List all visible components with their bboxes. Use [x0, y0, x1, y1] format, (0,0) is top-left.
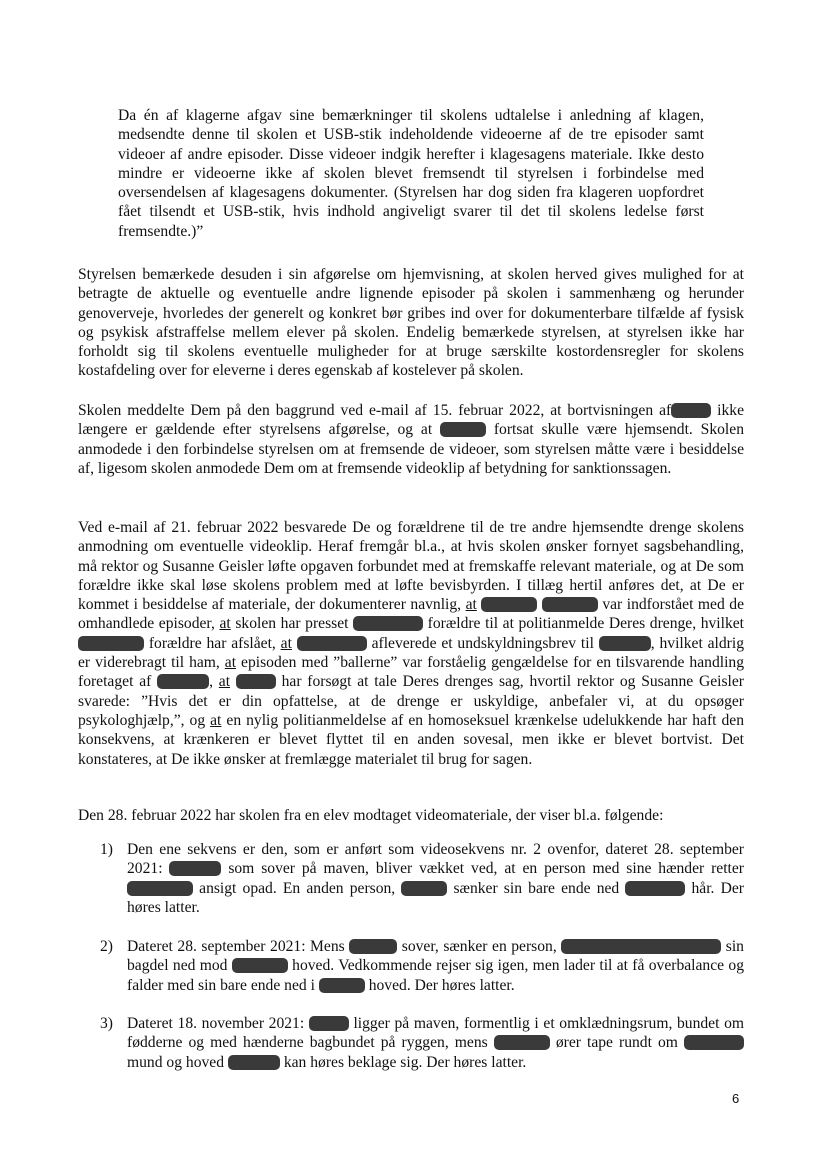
redaction-block — [494, 1035, 550, 1050]
redaction-block — [625, 881, 685, 896]
list-item — [100, 1014, 744, 1072]
page-number: 6 — [732, 1091, 740, 1106]
text-span: afleverede et undskyldningsbrev til — [366, 634, 599, 652]
text-span: , hvilket aldrig er viderebragt til ham, — [78, 634, 745, 672]
text-span: hoved. Der høres latter. — [364, 976, 515, 994]
text-span: Skolen meddelte Dem på den baggrund ved e-mail af 15. februar 2022, at bortvisningen af — [78, 402, 672, 419]
redaction-block — [169, 861, 221, 876]
text-span: kan høres beklage sig. Der høres latter. — [279, 1053, 527, 1071]
list-item — [100, 937, 744, 995]
redaction-block — [542, 597, 598, 612]
text-span: hår. Der høres latter. — [127, 879, 744, 916]
redaction-block — [127, 881, 193, 896]
underlined-at: at — [280, 634, 292, 652]
text-span: forældre har afslået, — [144, 634, 281, 652]
paragraph-text: Den 28. februar 2022 har skolen fra en elev modtaget videomateriale, der viser bl.a. følgende: — [78, 807, 664, 824]
text-span: sin bagdel ned mod — [127, 938, 744, 975]
paragraph-text — [78, 518, 744, 769]
text-span: har forsøgt at tale Deres drenges sag, hvortil rektor og Susanne Geisler svarede: ”Hvis det er din opfattelse, at de drenge er uskyldige, anbefaler vi, at du opsøger psykologhjælp,”, og — [78, 673, 744, 729]
text-span: , — [209, 673, 219, 691]
text-span: Dateret 18. november 2021: — [127, 1015, 309, 1032]
redaction-block — [671, 403, 711, 418]
text-span: ansigt opad. En anden person, — [193, 879, 402, 897]
text-span: sover, sænker en person, — [397, 938, 562, 955]
text-span: mund og hoved — [127, 1053, 228, 1071]
list-item-number: 2) — [100, 938, 113, 955]
redaction-block — [319, 978, 365, 993]
redaction-block — [684, 1035, 744, 1050]
paragraph-email-15-february — [78, 401, 744, 478]
redaction-block — [232, 958, 288, 973]
list-item-number: 1) — [100, 841, 113, 858]
paragraph-text — [78, 401, 744, 478]
text-span: Ved e-mail af 21. februar 2022 besvarede De og forældrene til de tre andre hjemsendte drenge skolens anmodning om eventuelle videoklip. Heraf fremgår bl.a., at hvis skolen ønsker fornyet sagsbehandling, må rektor og Susanne Geisler løfte opgaven forbundet med at fremskaffe relevant materiale, og at De som forældre ikke skal løse skolens problem med at løfte bevisbyrden. I tillæg hertil anføres det, at De er kommet i besiddelse af materiale, der dokumenterer navnlig, — [78, 519, 744, 614]
underlined-at: at — [224, 654, 237, 672]
redaction-block — [401, 881, 447, 896]
paragraph-text: Styrelsen bemærkede desuden i sin afgørelse om hjemvisning, at skolen herved gives mulighed for at betragte de aktuelle og eventuelle andre lignende episoder på skolen i sammenhæng og herunder genoverveje, hvorledes der generelt og konkret bør gribes ind over for dokumenterbare tilfælde af fysisk og psykisk afstraffelse mellem elever på skolen. Endelig bemærkede styrelsen, at styrelsen ikke har forholdt sig til skolens eventuelle muligheder for at bruge særskilte kostordensregler for skolens kostafdeling over for eleverne i deres egenskab af kostelever på skolen. — [78, 266, 744, 380]
paragraph-email-21-february — [78, 518, 744, 769]
redaction-block — [349, 939, 397, 954]
text-span: ører tape rundt om — [549, 1034, 684, 1052]
redaction-block — [481, 597, 537, 612]
underlined-at: at — [218, 673, 231, 691]
underlined-at: at — [210, 711, 222, 729]
text-span: en nylig politianmeldelse af en homoseksuel krænkelse udelukkende har haft den konsekvens, at krænkeren er blevet flyttet til en anden sovesal, men ikke er blevet bortvist. Det konstateres, at De ikke ønsker at fremlægge materialet til brug for sagen. — [78, 711, 744, 768]
redaction-block — [236, 674, 276, 689]
paragraph-hjemvisning — [78, 265, 744, 381]
text-span: Den ene sekvens er den, som er anført som videosekvens nr. 2 ovenfor, dateret 28. september 2021: — [127, 841, 744, 878]
list-item-number: 3) — [100, 1015, 113, 1032]
text-span: forældre til at politianmelde Deres drenge, hvilket — [423, 615, 745, 633]
text-span: skolen har presset — [230, 615, 354, 633]
redaction-block — [157, 674, 209, 689]
text-span: hoved. Vedkommende rejser sig igen, men lader til at få overbalance og falder med sin bare ende ned i — [127, 957, 744, 994]
redaction-block — [353, 616, 423, 631]
redaction-block — [78, 636, 144, 651]
underlined-at: at — [465, 596, 477, 614]
redaction-block — [309, 1016, 349, 1031]
text-span: episoden med ”ballerne” var forståelig gengældelse for en tilsvarende handling foretaget af — [78, 654, 744, 691]
paragraph-videomateriale — [78, 806, 744, 825]
list-item-text — [127, 840, 744, 917]
quoted-excerpt — [118, 106, 704, 241]
text-span: var indforstået med de omhandlede episoder, — [78, 596, 744, 633]
text-span: som sover på maven, bliver vækket ved, at en person med sine hænder retter — [221, 860, 744, 878]
redaction-block — [228, 1055, 280, 1070]
redaction-block — [599, 636, 651, 651]
redaction-block — [440, 422, 486, 437]
underlined-at: at — [219, 615, 231, 633]
redaction-block — [297, 636, 367, 651]
text-span: sænker sin bare ende ned — [447, 879, 626, 897]
text-span: Dateret 28. september 2021: Mens — [127, 938, 350, 955]
text-span: ikke længere er gældende efter styrelsens afgørelse, og at — [78, 402, 745, 439]
list-item-text — [127, 937, 744, 995]
list-item-text — [127, 1014, 744, 1072]
text-span: ligger på maven, formentlig i et omklædningsrum, bundet om fødderne og med hænderne bagbundet på ryggen, mens — [127, 1015, 745, 1052]
redaction-block — [561, 939, 721, 954]
quote-text: Da én af klagerne afgav sine bemærkninger til skolens udtalelse i anledning af klagen, medsendte denne til skolen et USB-stik indeholdende videoerne af de tre episoder samt videoer af andre episoder. Disse videoer indgik herefter i klagesagens materiale. Ikke desto mindre er videoerne ikke af skolen blevet fremsendt til styrelsen i forbindelse med oversendelsen af klagesagens dokumenter. (Styrelsen har dog siden fra klageren uopfordret fået tilsendt et USB-stik, hvis indhold angiveligt svarer til det til skolens ledelse først fremsendte.)” — [118, 107, 704, 240]
list-item — [100, 840, 744, 917]
text-span: fortsat skulle være hjemsendt. Skolen anmodede i den forbindelse styrelsen om at fremsende de videoer, som styrelsen måtte være i besiddelse af, ligesom skolen anmodede Dem om at fremsende videoklip af betydning for sanktionssagen. — [78, 421, 744, 477]
